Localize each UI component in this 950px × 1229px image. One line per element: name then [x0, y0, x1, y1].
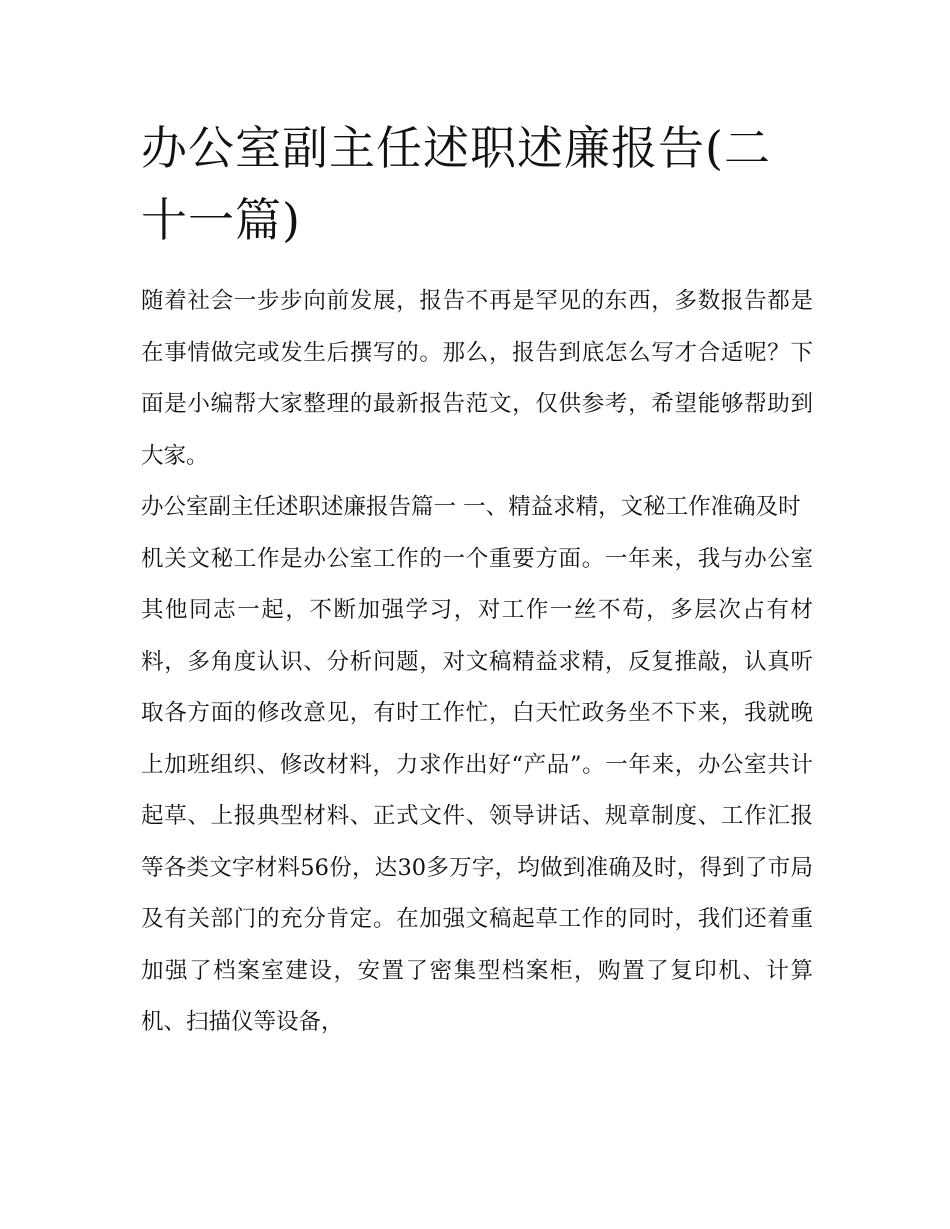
document-body — [141, 112, 813, 1049]
intro-paragraph: 随着社会一步步向前发展，报告不再是罕见的东西，多数报告都是在事情做完或发生后撰写的。那么，报告到底怎么写才合适呢？下面是小编帮大家整理的最新报告范文，仅供参考，希望能够帮助到大家。 — [141, 288, 813, 469]
body-paragraph: 机关文秘工作是办公室工作的一个重要方面。一年来，我与办公室其他同志一起，不断加强学习，对工作一丝不苟，多层次占有材料，多角度认识、分析问题，对文稿精益求精，反复推敲，认真听取各方面的修改意见，有时工作忙，白天忙政务坐不下来，我就晚上加班组织、修改材料，力求作出好“产品”。一年来，办公室共计起草、上报典型材料、正式文件、领导讲话、规章制度、工作汇报等各类文字材料56份，达30多万字，均做到准确及时，得到了市局及有关部门的充分肯定。在加强文稿起草工作的同时，我们还着重加强了档案室建设，安置了密集型档案柜，购置了复印机、计算机、扫描仪等设备， — [141, 545, 813, 1035]
section-heading-paragraph: 办公室副主任述职述廉报告篇一 一、精益求精，文秘工作准确及时 — [141, 494, 801, 520]
document-title: 办公室副主任述职述廉报告(二十一篇) — [141, 121, 771, 247]
